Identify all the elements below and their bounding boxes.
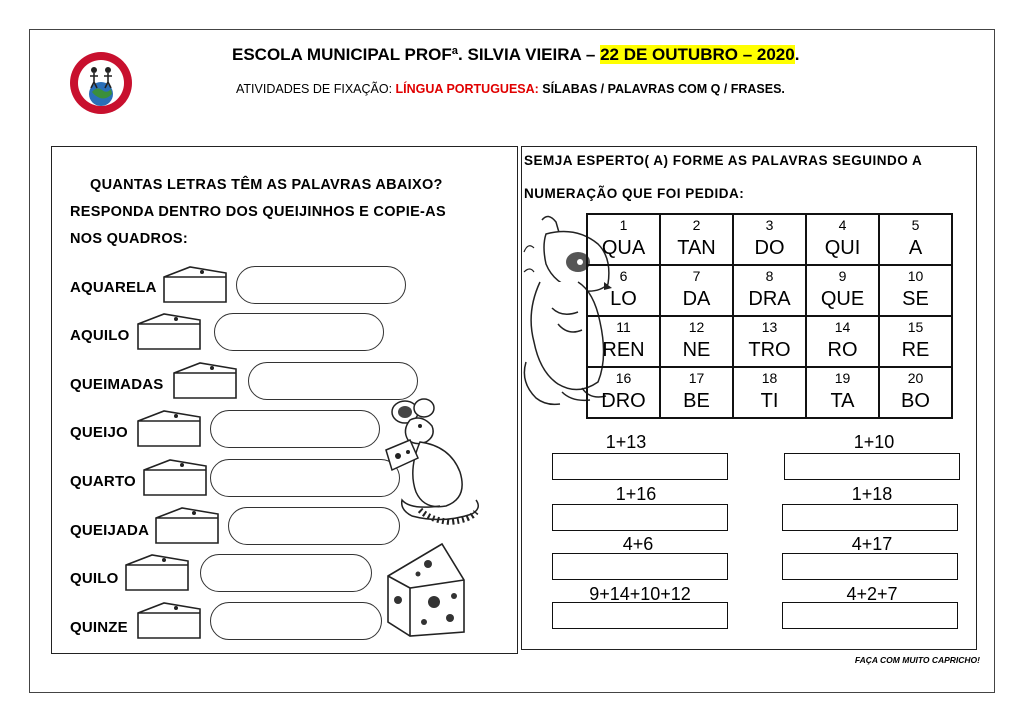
word-copy-box[interactable] <box>210 459 400 497</box>
exercise-answer-box[interactable] <box>552 602 728 629</box>
right-instruction-1: SEMJA ESPERTO( A) FORME AS PALAVRAS SEGUINDO A <box>524 153 923 168</box>
cell-number: 9 <box>838 268 847 284</box>
exercise-answer-box[interactable] <box>782 504 958 531</box>
exercise-answer-box[interactable] <box>552 553 728 580</box>
cell-syllable: QUE <box>820 288 865 310</box>
cell-syllable: NE <box>682 339 711 361</box>
grid-cell <box>660 265 733 316</box>
right-instruction-2: NUMERAÇÃO QUE FOI PEDIDA: <box>524 186 745 201</box>
cell-syllable: BO <box>901 390 930 412</box>
cell-number: 11 <box>616 319 631 335</box>
grid-cell <box>660 316 733 367</box>
cell-syllable: QUA <box>601 237 646 259</box>
exercise-answer-box[interactable] <box>782 553 958 580</box>
grid-cell <box>733 214 806 265</box>
grid-cell <box>806 265 879 316</box>
school-logo <box>66 50 136 116</box>
cell-syllable: QUI <box>824 237 861 259</box>
cheese-illustration <box>384 540 470 640</box>
cheese-answer-box[interactable] <box>152 505 222 547</box>
cell-number: 15 <box>907 319 924 335</box>
cheese-answer-box[interactable] <box>140 457 210 499</box>
date-highlight: 22 DE OUTUBRO – 2020 <box>600 45 795 64</box>
exercise-label: 1+10 <box>853 432 895 452</box>
cheese-answer-box[interactable] <box>134 408 204 450</box>
cell-syllable: REN <box>602 339 645 361</box>
grid-row <box>587 214 952 265</box>
cheese-answer-box[interactable] <box>134 311 204 353</box>
word-copy-box[interactable] <box>210 602 382 640</box>
grid-cell <box>879 265 952 316</box>
word-quarto: QUARTO <box>70 473 136 490</box>
grid-cell <box>806 316 879 367</box>
grid-cell <box>733 367 806 418</box>
cell-number: 6 <box>619 268 628 284</box>
grid-cell <box>879 367 952 418</box>
word-quinze: QUINZE <box>70 619 128 636</box>
exercise-label: 1+16 <box>615 484 657 504</box>
subtitle <box>236 82 785 96</box>
footer-note: FAÇA COM MUITO CAPRICHO! <box>854 655 980 665</box>
exercise-label: 4+2+7 <box>846 584 898 604</box>
subtitle-prefix: ATIVIDADES DE FIXAÇÃO: <box>236 82 396 96</box>
grid-cell <box>733 265 806 316</box>
subject-colon: : <box>534 82 543 96</box>
cell-number: 16 <box>615 370 632 386</box>
grid-cell <box>806 367 879 418</box>
grid-cell <box>806 214 879 265</box>
word-queijo: QUEIJO <box>70 424 128 441</box>
grid-cell <box>733 316 806 367</box>
cell-syllable: SE <box>902 288 929 310</box>
cell-syllable: RO <box>827 339 858 361</box>
cell-syllable: LO <box>610 288 637 310</box>
cell-number: 17 <box>688 370 705 386</box>
subject: LÍNGUA PORTUGUESA <box>395 82 535 96</box>
grid-cell <box>660 367 733 418</box>
cell-syllable: TRO <box>748 339 791 361</box>
topics: SÍLABAS / PALAVRAS COM Q / FRASES. <box>542 82 785 96</box>
cell-number: 13 <box>761 319 778 335</box>
mouse-illustration <box>380 398 490 530</box>
grid-row <box>587 265 952 316</box>
grid-cell <box>879 316 952 367</box>
cell-syllable: DRA <box>748 288 791 310</box>
exercise-answer-box[interactable] <box>782 602 958 629</box>
word-copy-box[interactable] <box>228 507 400 545</box>
syllable-grid <box>586 213 953 419</box>
cell-syllable: TI <box>760 390 779 412</box>
exercise-label: 9+14+10+12 <box>589 584 691 604</box>
school-name: ESCOLA MUNICIPAL PROFª. SILVIA VIEIRA – <box>232 45 601 64</box>
cell-syllable: BE <box>683 390 710 412</box>
cell-number: 12 <box>688 319 705 335</box>
cell-number: 7 <box>692 268 701 284</box>
cell-syllable: DO <box>754 237 785 259</box>
cell-number: 2 <box>692 217 701 233</box>
word-copy-box[interactable] <box>200 554 372 592</box>
word-copy-box[interactable] <box>210 410 380 448</box>
left-instruction-1: QUANTAS LETRAS TÊM AS PALAVRAS ABAIXO? <box>90 177 443 193</box>
cell-number: 10 <box>907 268 924 284</box>
exercise-answer-box[interactable] <box>552 504 728 531</box>
cell-number: 5 <box>911 217 920 233</box>
cell-syllable: A <box>908 237 923 259</box>
word-copy-box[interactable] <box>236 266 406 304</box>
cell-number: 20 <box>907 370 924 386</box>
grid-cell <box>587 316 660 367</box>
grid-cell <box>879 214 952 265</box>
cell-number: 18 <box>761 370 778 386</box>
cheese-answer-box[interactable] <box>134 600 204 642</box>
grid-cell <box>587 214 660 265</box>
cell-syllable: TAN <box>677 237 716 259</box>
word-copy-box[interactable] <box>214 313 384 351</box>
left-instruction-2: RESPONDA DENTRO DOS QUEIJINHOS E COPIE-AS <box>70 204 446 220</box>
grid-row <box>587 367 952 418</box>
word-queijada: QUEIJADA <box>70 522 150 539</box>
grid-cell <box>587 367 660 418</box>
grid-cell <box>660 214 733 265</box>
word-queimadas: QUEIMADAS <box>70 376 164 393</box>
cell-syllable: DA <box>682 288 711 310</box>
word-quilo: QUILO <box>70 570 119 587</box>
cell-syllable: RE <box>901 339 930 361</box>
cheese-answer-box[interactable] <box>160 264 230 306</box>
cell-syllable: DRO <box>601 390 646 412</box>
exercise-answer-box[interactable] <box>552 453 728 480</box>
cell-number: 19 <box>834 370 851 386</box>
exercise-answer-box[interactable] <box>784 453 960 480</box>
cell-syllable: TA <box>830 390 855 412</box>
cell-number: 8 <box>765 268 774 284</box>
page-title <box>232 45 799 65</box>
cell-number: 14 <box>834 319 851 335</box>
word-copy-box[interactable] <box>248 362 418 400</box>
title-period: . <box>794 45 800 64</box>
cheese-answer-box[interactable] <box>170 360 240 402</box>
exercise-label: 4+17 <box>851 534 893 554</box>
word-aquarela: AQUARELA <box>70 279 157 296</box>
word-aquilo: AQUILO <box>70 327 130 344</box>
exercise-label: 1+18 <box>851 484 893 504</box>
cell-number: 4 <box>838 217 847 233</box>
cheese-answer-box[interactable] <box>122 552 192 594</box>
cell-number: 1 <box>619 217 628 233</box>
grid-row <box>587 316 952 367</box>
left-instruction-3: NOS QUADROS: <box>70 231 188 247</box>
exercise-label: 1+13 <box>605 432 647 452</box>
exercise-label: 4+6 <box>622 534 654 554</box>
cell-number: 3 <box>765 217 774 233</box>
grid-cell <box>587 265 660 316</box>
